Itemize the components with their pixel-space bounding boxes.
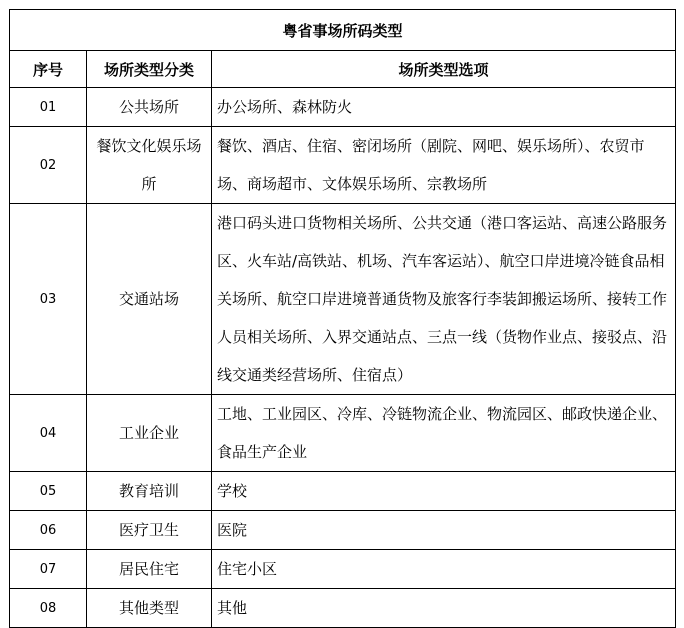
row-category: 教育培训 bbox=[87, 472, 212, 511]
row-options: 住宅小区 bbox=[212, 550, 676, 589]
table-row bbox=[10, 472, 676, 511]
table-row bbox=[10, 88, 676, 127]
row-number: 05 bbox=[10, 472, 87, 511]
header-options: 场所类型选项 bbox=[212, 51, 676, 88]
row-options: 餐饮、酒店、住宿、密闭场所（剧院、网吧、娱乐场所）、农贸市场、商场超市、文体娱乐场所、宗教场所 bbox=[212, 127, 676, 204]
row-options: 办公场所、森林防火 bbox=[212, 88, 676, 127]
row-options: 港口码头进口货物相关场所、公共交通（港口客运站、高速公路服务区、火车站/高铁站、机场、汽车客运站）、航空口岸进境冷链食品相关场所、航空口岸进境普通货物及旅客行李装卸搬运场所、接转工作人员相关场所、入界交通站点、三点一线（货物作业点、接驳点、沿线交通类经营场所、住宿点） bbox=[212, 204, 676, 395]
row-options: 其他 bbox=[212, 589, 676, 628]
row-category: 居民住宅 bbox=[87, 550, 212, 589]
row-options: 工地、工业园区、冷库、冷链物流企业、物流园区、邮政快递企业、食品生产企业 bbox=[212, 395, 676, 472]
row-number: 06 bbox=[10, 511, 87, 550]
row-number: 02 bbox=[10, 127, 87, 204]
table-row bbox=[10, 395, 676, 472]
row-number: 04 bbox=[10, 395, 87, 472]
row-options: 学校 bbox=[212, 472, 676, 511]
venue-type-table bbox=[9, 9, 676, 628]
header-category: 场所类型分类 bbox=[87, 51, 212, 88]
row-number: 07 bbox=[10, 550, 87, 589]
row-number: 08 bbox=[10, 589, 87, 628]
table-row bbox=[10, 511, 676, 550]
row-category: 餐饮文化娱乐场所 bbox=[96, 137, 202, 193]
table-row bbox=[10, 204, 676, 395]
row-options: 医院 bbox=[212, 511, 676, 550]
row-category: 交通站场 bbox=[87, 204, 212, 395]
row-category: 工业企业 bbox=[87, 395, 212, 472]
row-category: 公共场所 bbox=[87, 88, 212, 127]
table-title: 粤省事场所码类型 bbox=[10, 10, 676, 51]
table-row bbox=[10, 550, 676, 589]
row-number: 03 bbox=[10, 204, 87, 395]
table-row bbox=[10, 589, 676, 628]
table-row bbox=[10, 127, 676, 204]
header-number: 序号 bbox=[10, 51, 87, 88]
row-category: 其他类型 bbox=[87, 589, 212, 628]
row-category: 医疗卫生 bbox=[87, 511, 212, 550]
row-number: 01 bbox=[10, 88, 87, 127]
